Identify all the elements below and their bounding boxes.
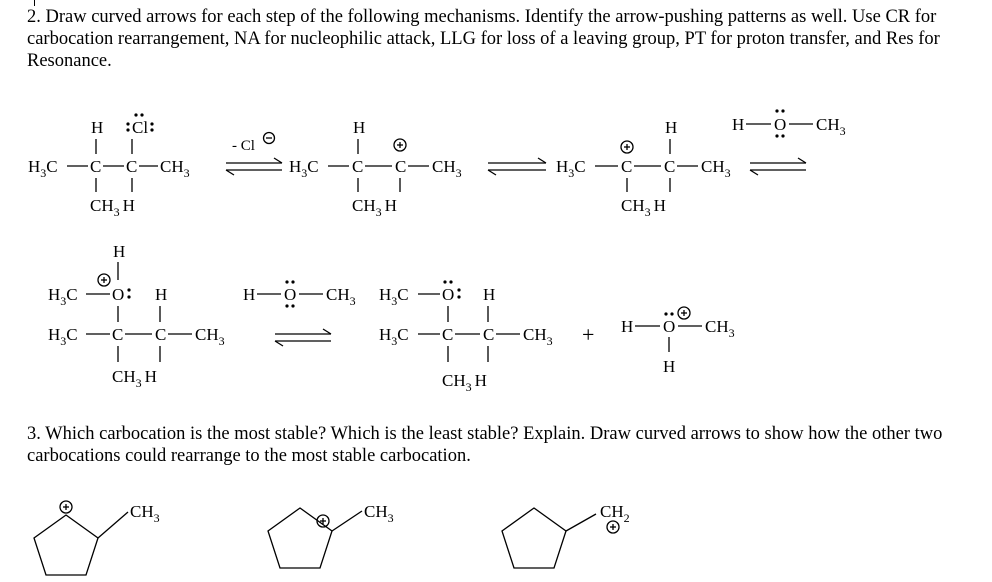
svg-text:CH3: $CH_3$ <box>432 157 462 180</box>
methanol-nucleophile <box>732 109 846 138</box>
chlorine: Cl <box>132 118 149 137</box>
svg-text:C: C <box>664 157 676 176</box>
svg-text:C: C <box>352 157 364 176</box>
equilibrium-arrow-1 <box>226 133 282 176</box>
carbon-1: C <box>90 157 102 176</box>
svg-text:C: C <box>395 157 407 176</box>
svg-text:H: H <box>243 285 256 304</box>
svg-text:CH3: $CH_3$ <box>816 115 846 138</box>
svg-text:CH3H: $CH_3$ H <box>352 196 397 219</box>
svg-text:CH3H: $CH_3$ H <box>621 196 666 219</box>
question-3 <box>27 423 977 467</box>
structure-alkyl-chloride <box>28 113 190 219</box>
svg-text:H3C: $H_3C$ <box>289 157 319 180</box>
svg-text:CH3: $CH_3$ <box>326 285 356 308</box>
svg-text:H3C: $H_3C$ <box>48 285 78 308</box>
svg-text:H3C: $H_3C$ <box>556 157 586 180</box>
svg-text:O: O <box>284 285 297 304</box>
svg-text:CH2: $CH_2$ <box>600 502 630 525</box>
structure-ether-product <box>379 280 553 394</box>
svg-text:H: H <box>621 317 634 336</box>
svg-text:CH3: $CH_3$ <box>701 157 731 180</box>
svg-text:O: O <box>442 285 455 304</box>
protonated-methanol <box>621 307 735 376</box>
svg-text:C: C <box>483 325 495 344</box>
ch3-bottom: $CH_3$ H <box>90 196 135 219</box>
equilibrium-arrow-3 <box>750 158 806 175</box>
carbocation-3 <box>502 502 630 568</box>
svg-text:H: H <box>155 285 168 304</box>
svg-text:O: O <box>663 317 676 336</box>
svg-text:O: O <box>112 285 125 304</box>
ch3-label: $CH_3$ <box>160 157 190 180</box>
h-top: H <box>91 118 104 137</box>
structure-secondary-carbocation <box>289 118 462 219</box>
equilibrium-arrow-4 <box>275 329 331 346</box>
svg-text:H: H <box>732 115 745 134</box>
svg-text:CH3H: $CH_3$ H <box>112 367 157 390</box>
svg-text:H3C: $H_3C$ <box>48 325 78 348</box>
carbocation-1 <box>34 501 160 575</box>
svg-text:H3C: $H_3C$ <box>379 285 409 308</box>
svg-text:CH3: $CH_3$ <box>523 325 553 348</box>
svg-text:O: O <box>774 115 787 134</box>
question-2-text: 2. Draw curved arrows for each step of the following mechanisms. Identify the arrow-pushing patterns as well. Use CR for carbocation rearrangement, NA for nucleophilic attack, LLG for loss of a leaving group, PT for proton transfer, and Res for Resonance. <box>27 7 940 71</box>
svg-text:C: C <box>621 157 633 176</box>
question-3-text: 3. Which carbocation is the most stable? Which is the least stable? Explain. Draw curved arrows to show how the other two carbocations could rearrange to the most stable carbocation. <box>27 424 943 466</box>
svg-text:H: H <box>113 242 126 261</box>
svg-text:CH3: $CH_3$ <box>705 317 735 340</box>
svg-text:H: H <box>353 118 366 137</box>
h3c-label: $H_3C$ <box>28 157 58 180</box>
svg-text:CH3: $CH_3$ <box>130 502 160 525</box>
svg-text:C: C <box>155 325 167 344</box>
loss-of-chloride-label: - Cl <box>232 138 255 154</box>
svg-text:CH3: $CH_3$ <box>364 502 394 525</box>
svg-text:CH3H: $CH_3$ H <box>442 371 487 394</box>
svg-text:H: H <box>665 118 678 137</box>
svg-text:C: C <box>112 325 124 344</box>
structure-tertiary-carbocation <box>556 118 731 219</box>
equilibrium-arrow-2 <box>488 158 546 175</box>
structure-oxonium-ion <box>48 242 225 390</box>
svg-text:H: H <box>483 285 496 304</box>
svg-text:H: H <box>663 357 676 376</box>
plus-sign: + <box>582 322 595 347</box>
carbon-2: C <box>126 157 138 176</box>
svg-text:H3C: $H_3C$ <box>379 325 409 348</box>
svg-text:CH3: $CH_3$ <box>195 325 225 348</box>
methanol-base <box>243 280 356 308</box>
svg-text:C: C <box>442 325 454 344</box>
carbocation-2 <box>268 502 394 568</box>
